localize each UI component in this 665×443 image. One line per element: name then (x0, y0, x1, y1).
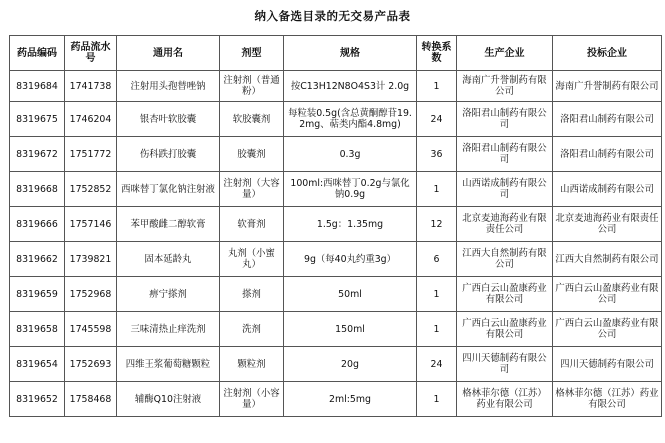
cell-producer: 江西大自然制药有限公司 (457, 242, 553, 277)
cell-spec: 50ml (284, 277, 417, 312)
cell-factor: 1 (417, 382, 457, 417)
cell-spec: 1.5g：1.35mg (284, 207, 417, 242)
cell-form: 软胶囊剂 (220, 102, 284, 137)
cell-form: 颗粒剂 (220, 347, 284, 382)
header-producer: 生产企业 (457, 36, 553, 71)
cell-spec: 150ml (284, 312, 417, 347)
header-bidder: 投标企业 (553, 36, 662, 71)
header-row (10, 36, 662, 71)
cell-name: 三味清热止痒洗剂 (117, 312, 220, 347)
document-title: 纳入备选目录的无交易产品表 (254, 9, 411, 23)
cell-form: 注射剂（小容量） (220, 382, 284, 417)
table-row (10, 277, 662, 312)
cell-producer: 海南广升誉制药有限公司 (457, 71, 553, 102)
cell-code: 8319652 (10, 382, 65, 417)
cell-name: 注射用头孢替唑钠 (117, 71, 220, 102)
cell-producer: 山西诺成制药有限公司 (457, 172, 553, 207)
cell-bidder: 海南广升誉制药有限公司 (553, 71, 662, 102)
cell-code: 8319675 (10, 102, 65, 137)
cell-factor: 1 (417, 71, 457, 102)
cell-factor: 1 (417, 312, 457, 347)
header-spec: 规格 (284, 36, 417, 71)
cell-code: 8319668 (10, 172, 65, 207)
cell-producer: 北京麦迪海药业有限责任公司 (457, 207, 553, 242)
cell-name: 痹宁搽剂 (117, 277, 220, 312)
cell-name: 西咪替丁氯化钠注射液 (117, 172, 220, 207)
cell-form: 洗剂 (220, 312, 284, 347)
cell-bidder: 洛阳君山制药有限公司 (553, 102, 662, 137)
cell-bidder: 北京麦迪海药业有限责任公司 (553, 207, 662, 242)
cell-form: 注射剂（普通粉） (220, 71, 284, 102)
cell-form: 丸剂（小蜜丸） (220, 242, 284, 277)
cell-code: 8319666 (10, 207, 65, 242)
cell-code: 8319654 (10, 347, 65, 382)
cell-code: 8319658 (10, 312, 65, 347)
header-serial: 药品流水号 (65, 36, 117, 71)
cell-bidder: 洛阳君山制药有限公司 (553, 137, 662, 172)
cell-form: 胶囊剂 (220, 137, 284, 172)
cell-form: 软膏剂 (220, 207, 284, 242)
cell-serial: 1739821 (65, 242, 117, 277)
cell-bidder: 广西白云山盈康药业有限公司 (553, 312, 662, 347)
cell-code: 8319672 (10, 137, 65, 172)
cell-producer: 洛阳君山制药有限公司 (457, 102, 553, 137)
cell-producer: 格林菲尔德（江苏）药业有限公司 (457, 382, 553, 417)
cell-factor: 6 (417, 242, 457, 277)
cell-serial: 1752968 (65, 277, 117, 312)
header-form: 剂型 (220, 36, 284, 71)
cell-spec: 9g（每40丸约重3g） (284, 242, 417, 277)
table-row (10, 172, 662, 207)
cell-factor: 24 (417, 102, 457, 137)
table-row (10, 382, 662, 417)
cell-serial: 1758468 (65, 382, 117, 417)
cell-spec: 100ml:西咪替丁0.2g与氯化钠0.9g (284, 172, 417, 207)
cell-producer: 广西白云山盈康药业有限公司 (457, 277, 553, 312)
cell-serial: 1752852 (65, 172, 117, 207)
cell-bidder: 格林菲尔德（江苏）药业有限公司 (553, 382, 662, 417)
header-name: 通用名 (117, 36, 220, 71)
cell-serial: 1752693 (65, 347, 117, 382)
table-row (10, 102, 662, 137)
table-row (10, 207, 662, 242)
cell-producer: 广西白云山盈康药业有限公司 (457, 312, 553, 347)
cell-name: 银杏叶软胶囊 (117, 102, 220, 137)
cell-bidder: 山西诺成制药有限公司 (553, 172, 662, 207)
cell-serial: 1741738 (65, 71, 117, 102)
cell-producer: 洛阳君山制药有限公司 (457, 137, 553, 172)
cell-factor: 1 (417, 172, 457, 207)
cell-factor: 24 (417, 347, 457, 382)
cell-code: 8319684 (10, 71, 65, 102)
cell-serial: 1745598 (65, 312, 117, 347)
cell-bidder: 四川天德制药有限公司 (553, 347, 662, 382)
cell-name: 苯甲酸雌二醇软膏 (117, 207, 220, 242)
cell-spec: 按C13H12N8O4S3计 2.0g (284, 71, 417, 102)
cell-name: 四维王浆葡萄糖颗粒 (117, 347, 220, 382)
table-row (10, 242, 662, 277)
table-row (10, 71, 662, 102)
table-row (10, 137, 662, 172)
cell-spec: 0.3g (284, 137, 417, 172)
cell-code: 8319662 (10, 242, 65, 277)
cell-form: 注射剂（大容量） (220, 172, 284, 207)
cell-factor: 36 (417, 137, 457, 172)
cell-bidder: 广西白云山盈康药业有限公司 (553, 277, 662, 312)
cell-producer: 四川天德制药有限公司 (457, 347, 553, 382)
cell-spec: 每粒装0.5g(含总黄酮醇苷19.2mg、萜类内酯4.8mg) (284, 102, 417, 137)
cell-name: 固本延龄丸 (117, 242, 220, 277)
product-table (9, 35, 662, 417)
cell-factor: 12 (417, 207, 457, 242)
cell-name: 辅酶Q10注射液 (117, 382, 220, 417)
cell-serial: 1757146 (65, 207, 117, 242)
header-code: 药品编码 (10, 36, 65, 71)
cell-bidder: 江西大自然制药有限公司 (553, 242, 662, 277)
cell-code: 8319659 (10, 277, 65, 312)
cell-spec: 20g (284, 347, 417, 382)
table-row (10, 347, 662, 382)
cell-factor: 1 (417, 277, 457, 312)
cell-serial: 1746204 (65, 102, 117, 137)
cell-form: 搽剂 (220, 277, 284, 312)
cell-name: 伤科跌打胶囊 (117, 137, 220, 172)
cell-spec: 2ml:5mg (284, 382, 417, 417)
header-factor: 转换系数 (417, 36, 457, 71)
table-row (10, 312, 662, 347)
cell-serial: 1751772 (65, 137, 117, 172)
